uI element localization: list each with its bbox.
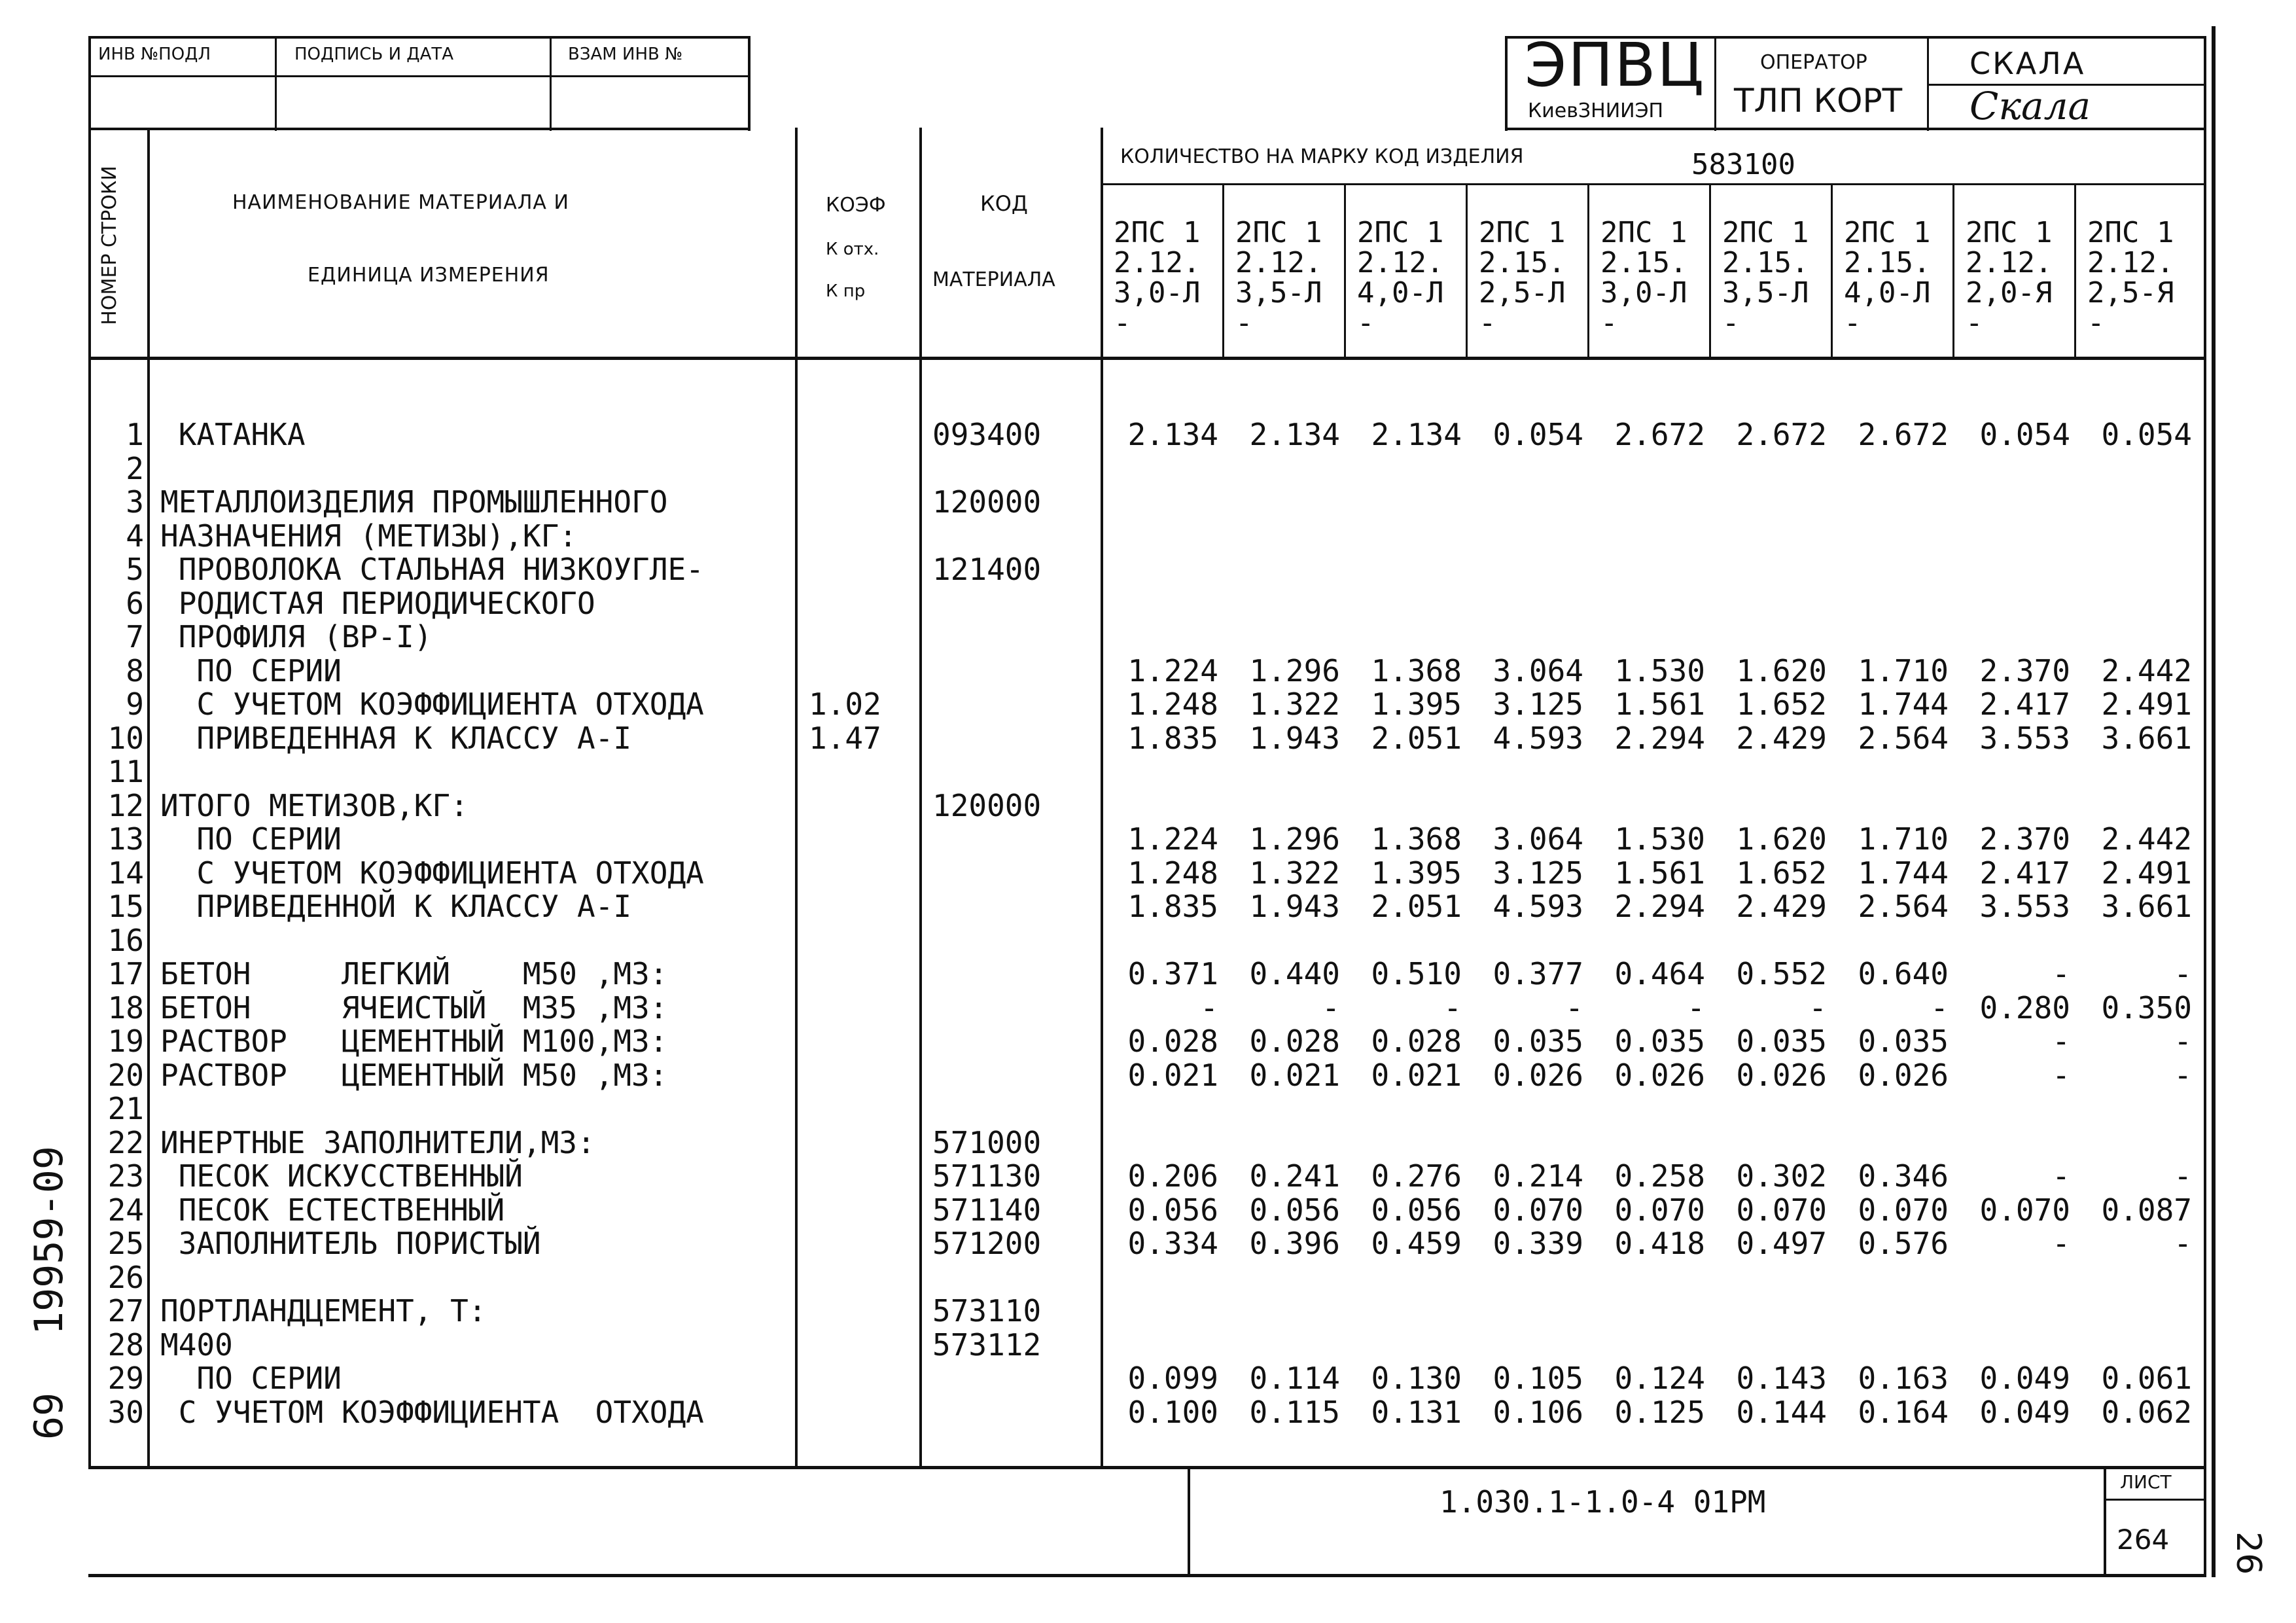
quantity-value: 1.943 (1249, 889, 1340, 924)
quantity-value: 0.026 (1492, 1058, 1583, 1093)
quantity-value: 0.028 (1371, 1024, 1462, 1059)
quantity-value: 0.350 (2101, 990, 2192, 1026)
material-name: ПО СЕРИИ (160, 821, 342, 857)
quantity-value: 2.417 (1979, 855, 2070, 891)
row-number: 7 (126, 619, 144, 654)
material-name: ПЕСОК ИСКУССТВЕННЫЙ (160, 1158, 523, 1194)
row-number: 13 (107, 821, 144, 857)
quantity-value: 2.491 (2101, 687, 2192, 722)
product-column-header-line: 2.15. (1479, 246, 1566, 279)
quantity-value: 0.054 (1492, 417, 1583, 452)
material-name: РАСТВОР ЦЕМЕНТНЫЙ М50 ,М3: (160, 1058, 668, 1093)
margin-page-number: 26 (2229, 1531, 2268, 1575)
quantity-value: 0.640 (1858, 956, 1949, 991)
row-number: 16 (107, 923, 144, 958)
quantity-value: 1.710 (1858, 653, 1949, 688)
quantity-value: 0.377 (1492, 956, 1583, 991)
coef-reduced-header: К пр (826, 281, 866, 301)
material-code: 093400 (932, 417, 1042, 452)
quantity-value: 0.206 (1127, 1158, 1218, 1194)
product-column-header-line: 2.12. (1114, 246, 1201, 279)
material-name: ПЕСОК ЕСТЕСТВЕННЫЙ (160, 1192, 505, 1228)
quantity-value: 1.368 (1371, 653, 1462, 688)
quantity-value: 1.835 (1127, 721, 1218, 756)
quantity-value: - (1930, 990, 1949, 1026)
product-column-header-line: 2.12. (1357, 246, 1444, 279)
product-column-header-line: - (1114, 306, 1131, 340)
quantity-value: 0.464 (1614, 956, 1705, 991)
signature-date-label: ПОДПИСЬ И ДАТА (294, 45, 454, 64)
quantity-value: 0.418 (1614, 1226, 1705, 1261)
sheet-number: 264 (2117, 1524, 2170, 1556)
coef-header: КОЭФ (826, 194, 886, 217)
quantity-value: 0.035 (1492, 1024, 1583, 1059)
quantity-value: 0.026 (1736, 1058, 1827, 1093)
material-code: 120000 (932, 788, 1042, 823)
quantity-value: - (2052, 1158, 2070, 1194)
quantity-value: 1.744 (1858, 855, 1949, 891)
row-number: 29 (107, 1361, 144, 1396)
row-number: 2 (126, 451, 144, 486)
quantity-value: 3.125 (1492, 687, 1583, 722)
material-name: ИНЕРТНЫЕ ЗАПОЛНИТЕЛИ,М3: (160, 1125, 595, 1160)
unit-header: ЕДИНИЦА ИЗМЕРЕНИЯ (308, 264, 550, 287)
material-name: ИТОГО МЕТИЗОВ,КГ: (160, 788, 468, 823)
product-column-header-line: - (1235, 306, 1253, 340)
handwritten-signature: Скала (1969, 84, 2091, 128)
row-number: 19 (107, 1024, 144, 1059)
row-number: 15 (107, 889, 144, 924)
material-name: С УЧЕТОМ КОЭФФИЦИЕНТА ОТХОДА (160, 687, 704, 722)
quantity-value: 0.280 (1979, 990, 2070, 1026)
product-column-header-line: - (2087, 306, 2105, 340)
quantity-value: 0.371 (1127, 956, 1218, 991)
product-column-header-line: - (1479, 306, 1496, 340)
product-column-header-line: 2ПС 1 (1235, 216, 1322, 249)
quantity-per-mark-header: КОЛИЧЕСТВО НА МАРКУ КОД ИЗДЕЛИЯ (1120, 145, 1524, 168)
material-name: ПО СЕРИИ (160, 653, 342, 688)
material-name: ПОРТЛАНДЦЕМЕНТ, Т: (160, 1293, 487, 1329)
quantity-value: 2.491 (2101, 855, 2192, 891)
material-name-header: НАИМЕНОВАНИЕ МАТЕРИАЛА И (232, 191, 569, 214)
sheet-label: ЛИСТ (2120, 1471, 2172, 1493)
quantity-value: 2.442 (2101, 821, 2192, 857)
document-code: 1.030.1-1.0-4 01РМ (1439, 1484, 1766, 1520)
product-column-header-line: - (1844, 306, 1862, 340)
quantity-value: 3.661 (2101, 889, 2192, 924)
material-name: РАСТВОР ЦЕМЕНТНЫЙ М100,М3: (160, 1024, 668, 1059)
quantity-value: 0.054 (1979, 417, 2070, 452)
material-name: БЕТОН ЛЕГКИЙ М50 ,М3: (160, 956, 668, 991)
product-column-header-line: 2ПС 1 (1600, 216, 1687, 249)
material-name: КАТАНКА (160, 417, 306, 452)
quantity-value: 0.105 (1492, 1361, 1583, 1396)
row-number: 11 (107, 754, 144, 789)
quantity-value: 1.744 (1858, 687, 1949, 722)
operator-name: СКАЛА (1969, 46, 2086, 81)
quantity-value: 2.294 (1614, 721, 1705, 756)
quantity-value: 0.021 (1371, 1058, 1462, 1093)
quantity-value: 0.114 (1249, 1361, 1340, 1396)
quantity-value: 0.021 (1127, 1058, 1218, 1093)
row-number: 5 (126, 552, 144, 587)
material-name: С УЧЕТОМ КОЭФФИЦИЕНТА ОТХОДА (160, 1395, 704, 1430)
quantity-value: 2.429 (1736, 889, 1827, 924)
quantity-value: 0.035 (1614, 1024, 1705, 1059)
quantity-value: 0.497 (1736, 1226, 1827, 1261)
row-number: 4 (126, 518, 144, 554)
row-number: 8 (126, 653, 144, 688)
quantity-value: 2.134 (1371, 417, 1462, 452)
quantity-value: 1.296 (1249, 821, 1340, 857)
quantity-value: 0.115 (1249, 1395, 1340, 1430)
quantity-value: 1.620 (1736, 821, 1827, 857)
quantity-value: 3.553 (1979, 889, 2070, 924)
material-name: ПРОФИЛЯ (ВР-I) (160, 619, 433, 654)
quantity-value: 0.021 (1249, 1058, 1340, 1093)
material-code: 571130 (932, 1158, 1042, 1194)
quantity-value: - (2052, 956, 2070, 991)
product-column-header-line: 2ПС 1 (1357, 216, 1444, 249)
quantity-value: 2.134 (1249, 417, 1340, 452)
product-column-header-line: 2,5-Я (2087, 276, 2174, 310)
quantity-value: 1.224 (1127, 821, 1218, 857)
quantity-value: 2.294 (1614, 889, 1705, 924)
quantity-value: 0.258 (1614, 1158, 1705, 1194)
quantity-value: 0.062 (2101, 1395, 2192, 1430)
quantity-value: 0.049 (1979, 1361, 2070, 1396)
quantity-value: 0.056 (1127, 1192, 1218, 1228)
quantity-value: 2.672 (1736, 417, 1827, 452)
quantity-value: 1.248 (1127, 855, 1218, 891)
quantity-value: 2.429 (1736, 721, 1827, 756)
material-code: 571140 (932, 1192, 1042, 1228)
quantity-value: 0.302 (1736, 1158, 1827, 1194)
quantity-value: 1.395 (1371, 687, 1462, 722)
quantity-value: - (2052, 1226, 2070, 1261)
quantity-value: - (1443, 990, 1462, 1026)
quantity-value: 1.248 (1127, 687, 1218, 722)
quantity-value: 2.564 (1858, 721, 1949, 756)
quantity-value: 0.056 (1371, 1192, 1462, 1228)
product-column-header-line: 2ПС 1 (1966, 216, 2053, 249)
row-number: 26 (107, 1260, 144, 1295)
quantity-value: 1.322 (1249, 855, 1340, 891)
quantity-value: 1.710 (1858, 821, 1949, 857)
quantity-value: 0.459 (1371, 1226, 1462, 1261)
product-column-header-line: 3,0-Л (1114, 276, 1201, 310)
quantity-value: 2.442 (2101, 653, 2192, 688)
product-column-header-line: - (1966, 306, 1983, 340)
quantity-value: 0.028 (1127, 1024, 1218, 1059)
quantity-value: 0.054 (2101, 417, 2192, 452)
quantity-value: 1.943 (1249, 721, 1340, 756)
quantity-value: 0.346 (1858, 1158, 1949, 1194)
quantity-value: 1.224 (1127, 653, 1218, 688)
row-number: 9 (126, 687, 144, 722)
quantity-value: 0.144 (1736, 1395, 1827, 1430)
product-column-header-line: - (1600, 306, 1618, 340)
quantity-value: 2.417 (1979, 687, 2070, 722)
row-number: 12 (107, 788, 144, 823)
product-column-header-line: 2ПС 1 (1114, 216, 1201, 249)
material-name: М400 (160, 1327, 233, 1363)
row-number: 20 (107, 1058, 144, 1093)
product-column-header-line: 3,5-Л (1722, 276, 1809, 310)
quantity-value: 1.395 (1371, 855, 1462, 891)
archive-subnumber: 69 (26, 1392, 72, 1440)
material-name: НАЗНАЧЕНИЯ (МЕТИЗЫ),КГ: (160, 518, 577, 554)
material-code: 573112 (932, 1327, 1042, 1363)
row-number: 30 (107, 1395, 144, 1430)
product-column-header-line: 2ПС 1 (2087, 216, 2174, 249)
operator-value: ТЛП КОРТ (1734, 82, 1903, 120)
product-column-header-line: 2.15. (1844, 246, 1931, 279)
material-name: ПРИВЕДЕННАЯ К КЛАССУ А-I (160, 721, 632, 756)
material-name: ПРИВЕДЕННОЙ К КЛАССУ А-I (160, 889, 632, 924)
org-subname: КиевЗНИИЭП (1528, 99, 1664, 122)
quantity-value: 0.552 (1736, 956, 1827, 991)
row-number: 27 (107, 1293, 144, 1329)
quantity-value: - (2052, 1058, 2070, 1093)
material-name: ПО СЕРИИ (160, 1361, 342, 1396)
material-code: 571200 (932, 1226, 1042, 1261)
quantity-value: 1.296 (1249, 653, 1340, 688)
material-code: 573110 (932, 1293, 1042, 1329)
quantity-value: - (2174, 1158, 2192, 1194)
product-column-header-line: 3,5-Л (1235, 276, 1322, 310)
quantity-value: 0.510 (1371, 956, 1462, 991)
quantity-value: 1.561 (1614, 855, 1705, 891)
quantity-value: - (1687, 990, 1705, 1026)
material-name: ЗАПОЛНИТЕЛЬ ПОРИСТЫЙ (160, 1226, 541, 1261)
quantity-value: 4.593 (1492, 721, 1583, 756)
quantity-value: 0.241 (1249, 1158, 1340, 1194)
row-number: 18 (107, 990, 144, 1026)
product-column-header-line: 2,5-Л (1479, 276, 1566, 310)
material-name: С УЧЕТОМ КОЭФФИЦИЕНТА ОТХОДА (160, 855, 704, 891)
quantity-value: 1.835 (1127, 889, 1218, 924)
quantity-value: 0.087 (2101, 1192, 2192, 1228)
material-code: 120000 (932, 484, 1042, 520)
quantity-value: 0.035 (1736, 1024, 1827, 1059)
quantity-value: 2.051 (1371, 721, 1462, 756)
row-number: 1 (126, 417, 144, 452)
quantity-value: 0.576 (1858, 1226, 1949, 1261)
operator-label: ОПЕРАТОР (1760, 51, 1867, 74)
row-number: 28 (107, 1327, 144, 1363)
product-column-header-line: 2.12. (1235, 246, 1322, 279)
quantity-value: 0.339 (1492, 1226, 1583, 1261)
row-number: 3 (126, 484, 144, 520)
quantity-value: 0.049 (1979, 1395, 2070, 1430)
replaced-inv-label: ВЗАМ ИНВ № (568, 45, 683, 64)
quantity-value: 0.056 (1249, 1192, 1340, 1228)
product-column-header-line: - (1357, 306, 1375, 340)
row-number: 23 (107, 1158, 144, 1194)
quantity-value: 2.672 (1614, 417, 1705, 452)
quantity-value: 1.561 (1614, 687, 1705, 722)
quantity-value: 2.370 (1979, 653, 2070, 688)
product-column-header-line: 2.15. (1722, 246, 1809, 279)
material-name: БЕТОН ЯЧЕИСТЫЙ М35 ,М3: (160, 990, 668, 1026)
row-number: 22 (107, 1125, 144, 1160)
quantity-value: 3.064 (1492, 653, 1583, 688)
quantity-value: 3.064 (1492, 821, 1583, 857)
product-column-header-line: 3,0-Л (1600, 276, 1687, 310)
quantity-value: 2.134 (1127, 417, 1218, 452)
quantity-value: - (2174, 1024, 2192, 1059)
material-code: 121400 (932, 552, 1042, 587)
quantity-value: 0.070 (1492, 1192, 1583, 1228)
coef-waste-header: К отх. (826, 240, 879, 259)
row-number: 14 (107, 855, 144, 891)
product-column-header-line: 2ПС 1 (1844, 216, 1931, 249)
coefficient: 1.47 (809, 721, 881, 756)
quantity-value: 1.652 (1736, 855, 1827, 891)
quantity-value: - (2174, 1058, 2192, 1093)
row-number: 24 (107, 1192, 144, 1228)
product-column-header-line: 4,0-Л (1357, 276, 1444, 310)
quantity-value: 0.276 (1371, 1158, 1462, 1194)
material-name: РОДИСТАЯ ПЕРИОДИЧЕСКОГО (160, 586, 595, 621)
product-column-header-line: 2.12. (2087, 246, 2174, 279)
row-number-header: НОМЕР СТРОКИ (98, 166, 121, 325)
quantity-value: 0.125 (1614, 1395, 1705, 1430)
quantity-value: 0.131 (1371, 1395, 1462, 1430)
quantity-value: 1.368 (1371, 821, 1462, 857)
product-column-header-line: 2.12. (1966, 246, 2053, 279)
quantity-value: 0.070 (1614, 1192, 1705, 1228)
quantity-value: - (1322, 990, 1340, 1026)
material-name: ПРОВОЛОКА СТАЛЬНАЯ НИЗКОУГЛЕ- (160, 552, 704, 587)
quantity-value: - (2174, 1226, 2192, 1261)
quantity-value: - (1565, 990, 1583, 1026)
quantity-value: 1.620 (1736, 653, 1827, 688)
quantity-value: 0.214 (1492, 1158, 1583, 1194)
quantity-value: 2.564 (1858, 889, 1949, 924)
product-column-header-line: 2,0-Я (1966, 276, 2053, 310)
quantity-value: 1.322 (1249, 687, 1340, 722)
quantity-value: 1.530 (1614, 821, 1705, 857)
inv-podl-label: ИНВ №ПОДЛ (98, 45, 211, 64)
row-number: 21 (107, 1091, 144, 1126)
quantity-value: 0.163 (1858, 1361, 1949, 1396)
quantity-value: 0.070 (1736, 1192, 1827, 1228)
quantity-value: 0.070 (1858, 1192, 1949, 1228)
quantity-value: 3.125 (1492, 855, 1583, 891)
quantity-value: 0.440 (1249, 956, 1340, 991)
quantity-value: 0.028 (1249, 1024, 1340, 1059)
org-name: ЭПВЦ (1525, 30, 1705, 100)
product-column-header-line: 4,0-Л (1844, 276, 1931, 310)
quantity-value: 0.100 (1127, 1395, 1218, 1430)
quantity-value: 3.553 (1979, 721, 2070, 756)
quantity-value: 0.035 (1858, 1024, 1949, 1059)
product-code: 583100 (1691, 148, 1795, 181)
quantity-value: 0.026 (1858, 1058, 1949, 1093)
product-column-header-line: 2.15. (1600, 246, 1687, 279)
quantity-value: 0.026 (1614, 1058, 1705, 1093)
archive-number: 19959-09 (26, 1146, 72, 1335)
material-name: МЕТАЛЛОИЗДЕЛИЯ ПРОМЫШЛЕННОГО (160, 484, 668, 520)
quantity-value: 0.130 (1371, 1361, 1462, 1396)
product-column-header-line: - (1722, 306, 1740, 340)
row-number: 10 (107, 721, 144, 756)
row-number: 17 (107, 956, 144, 991)
code-header: КОД (980, 191, 1028, 216)
quantity-value: 0.143 (1736, 1361, 1827, 1396)
quantity-value: - (2052, 1024, 2070, 1059)
quantity-value: - (1809, 990, 1827, 1026)
quantity-value: 0.396 (1249, 1226, 1340, 1261)
row-number: 25 (107, 1226, 144, 1261)
quantity-value: 1.652 (1736, 687, 1827, 722)
quantity-value: - (2174, 956, 2192, 991)
product-column-header-line: 2ПС 1 (1722, 216, 1809, 249)
quantity-value: 2.051 (1371, 889, 1462, 924)
coefficient: 1.02 (809, 687, 881, 722)
quantity-value: 0.106 (1492, 1395, 1583, 1430)
quantity-value: 0.164 (1858, 1395, 1949, 1430)
quantity-value: 0.334 (1127, 1226, 1218, 1261)
quantity-value: 1.530 (1614, 653, 1705, 688)
quantity-value: 4.593 (1492, 889, 1583, 924)
material-code-header: МАТЕРИАЛА (932, 268, 1055, 291)
material-code: 571000 (932, 1125, 1042, 1160)
quantity-value: - (1200, 990, 1218, 1026)
quantity-value: 0.070 (1979, 1192, 2070, 1228)
quantity-value: 2.672 (1858, 417, 1949, 452)
quantity-value: 3.661 (2101, 721, 2192, 756)
quantity-value: 0.124 (1614, 1361, 1705, 1396)
quantity-value: 0.061 (2101, 1361, 2192, 1396)
row-number: 6 (126, 586, 144, 621)
quantity-value: 2.370 (1979, 821, 2070, 857)
quantity-value: 0.099 (1127, 1361, 1218, 1396)
product-column-header-line: 2ПС 1 (1479, 216, 1566, 249)
